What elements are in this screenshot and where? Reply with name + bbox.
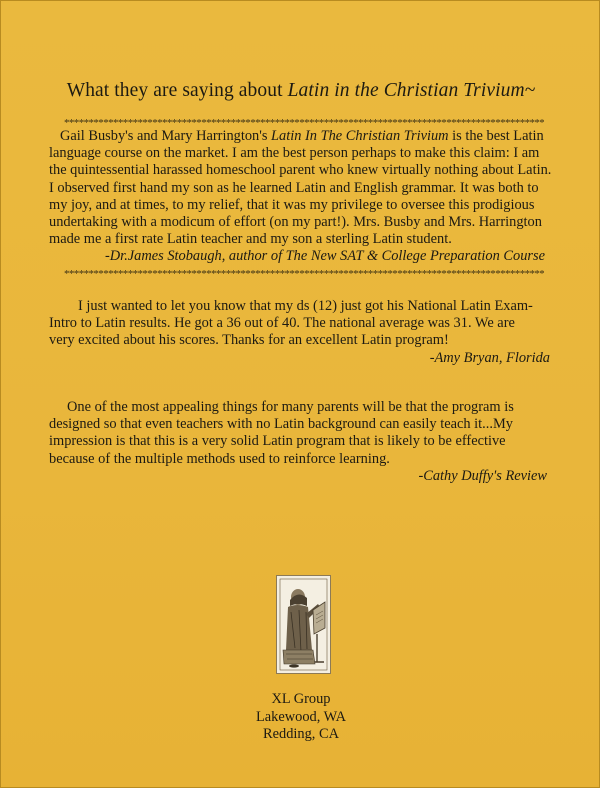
review-attribution: -Amy Bryan, Florida	[429, 349, 550, 366]
review-line: undertaking with a modicum of effort (on my part!). Mrs. Busby and Mrs. Harrington	[49, 214, 542, 231]
review-line: Intro to Latin results. He got a 36 out of 40. The national average was 31. We are	[49, 315, 515, 332]
review-stobaugh	[49, 128, 569, 266]
review-line: One of the most appealing things for many parents will be that the program is	[67, 399, 514, 415]
book-title-italic: Latin In The Christian Trivium	[271, 128, 449, 144]
publisher-city-redding: Redding, CA	[263, 726, 339, 742]
review-line: language course on the market. I am the best person perhaps to make this claim: I am	[49, 145, 540, 162]
review-attribution: -Cathy Duffy's Review	[418, 467, 547, 484]
monk-scholar-engraving-icon	[276, 575, 331, 674]
review-line: I just wanted to let you know that my ds (12) just got his National Latin Exam-	[78, 298, 533, 314]
heading-prefix: What they are saying about	[66, 80, 288, 101]
publisher-name: XL Group	[271, 691, 331, 707]
review-line: my joy, and at times, to my relief, that it was my privilege to oversee this prodigious	[49, 196, 535, 213]
heading-book-title: Latin in the Christian Trivium~	[287, 80, 536, 101]
review-line: very excited about his scores. Thanks for an excellent Latin program!	[49, 332, 449, 349]
divider-top: **************************************************************************************************	[64, 118, 544, 128]
review-amy-bryan	[49, 298, 569, 367]
review-attribution: -Dr.James Stobaugh, author of The New SAT & College Preparation Course	[105, 248, 545, 265]
review-line: the quintessential harassed homeschool parent who knew virtually nothing about Latin.	[49, 162, 552, 179]
review-line: because of the multiple methods used to reinforce learning.	[49, 450, 390, 467]
review-line: designed so that even teachers with no Latin background can easily teach it...My	[49, 416, 513, 433]
review-cathy-duffy	[49, 399, 569, 485]
publisher-info	[1, 691, 600, 744]
review-line: made me a first rate Latin teacher and my son a sterling Latin student.	[49, 231, 452, 248]
review-line: Gail Busby's and Mary Harrington's Latin In The Christian Trivium is the best Latin	[60, 128, 544, 144]
divider-bottom: **************************************************************************************************	[64, 269, 544, 279]
review-line: I observed first hand my son as he learned Latin and English grammar. It was both to	[49, 179, 539, 196]
publisher-city-lakewood: Lakewood, WA	[255, 708, 347, 725]
review-line: impression is that this is a very solid Latin program that is likely to be effective	[49, 433, 506, 450]
page-heading	[1, 80, 600, 102]
